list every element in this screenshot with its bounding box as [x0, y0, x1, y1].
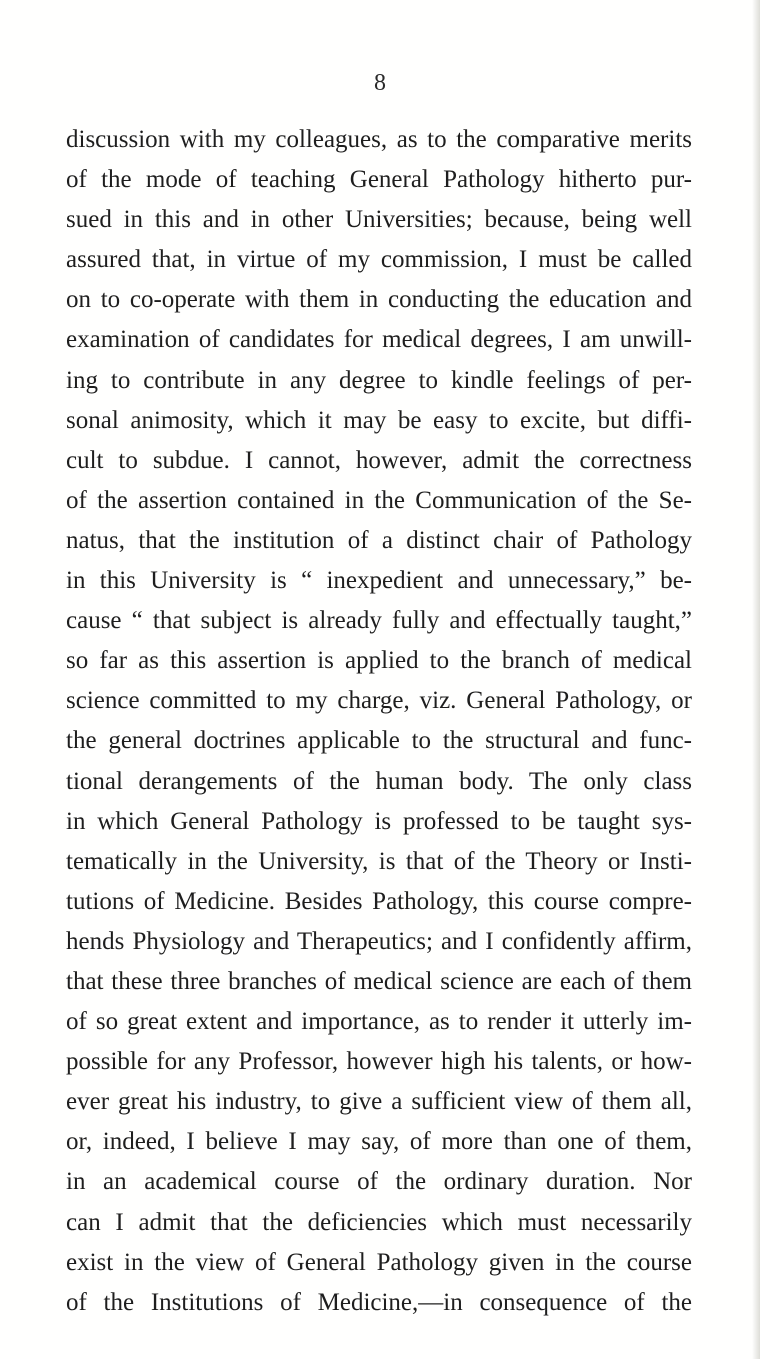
text-line: in which General Pathology is professed to be taught sys- — [66, 807, 692, 835]
text-line: ever great his industry, to give a sufficient view of them all, — [66, 1088, 692, 1116]
text-line: on to co-operate with them in conducting the education and — [66, 286, 692, 314]
text-line: natus, that the institution of a distinct chair of Pathology — [66, 526, 692, 554]
text-line: possible for any Professor, however high his talents, or how- — [66, 1048, 692, 1076]
text-line: of the assertion contained in the Communication of the Se- — [66, 486, 692, 514]
text-line: that these three branches of medical science are each of them — [66, 967, 692, 995]
text-line: exist in the view of General Pathology given in the course — [66, 1248, 692, 1276]
text-line: the general doctrines applicable to the structural and func- — [66, 727, 692, 755]
text-line: assured that, in virtue of my commission, I must be called — [66, 246, 692, 274]
text-line: in this University is “ inexpedient and unnecessary,” be- — [66, 567, 692, 595]
text-line: in an academical course of the ordinary duration. Nor — [66, 1168, 692, 1196]
body-text — [66, 120, 692, 1323]
text-line: so far as this assertion is applied to the branch of medical — [66, 647, 692, 675]
page-number: 8 — [374, 70, 386, 96]
text-line: tutions of Medicine. Besides Pathology, this course compre- — [66, 887, 692, 915]
text-line: sonal animosity, which it may be easy to excite, but diffi- — [66, 406, 692, 434]
text-line: cult to subdue. I cannot, however, admit the correctness — [66, 446, 692, 474]
text-line: of the Institutions of Medicine,—in consequence of the — [66, 1288, 692, 1316]
text-line: sued in this and in other Universities; because, being well — [66, 206, 692, 234]
page-edge-shadow — [752, 0, 760, 1359]
text-line: hends Physiology and Therapeutics; and I confidently affirm, — [66, 927, 692, 955]
text-line: of the mode of teaching General Pathology hitherto pur- — [66, 166, 692, 194]
text-line: can I admit that the deficiencies which must necessarily — [66, 1208, 692, 1236]
text-line: or, indeed, I believe I may say, of more than one of them, — [66, 1128, 692, 1156]
text-line: science committed to my charge, viz. General Pathology, or — [66, 687, 692, 715]
text-line: cause “ that subject is already fully and effectually taught,” — [66, 607, 692, 635]
text-line: tional derangements of the human body. The only class — [66, 767, 692, 795]
text-line: discussion with my colleagues, as to the comparative merits — [66, 126, 692, 153]
text-line: examination of candidates for medical degrees, I am unwill- — [66, 326, 692, 354]
text-line: tematically in the University, is that of the Theory or Insti- — [66, 847, 692, 875]
text-line: ing to contribute in any degree to kindle feelings of per- — [66, 366, 692, 394]
text-line: of so great extent and importance, as to render it utterly im- — [66, 1008, 692, 1036]
